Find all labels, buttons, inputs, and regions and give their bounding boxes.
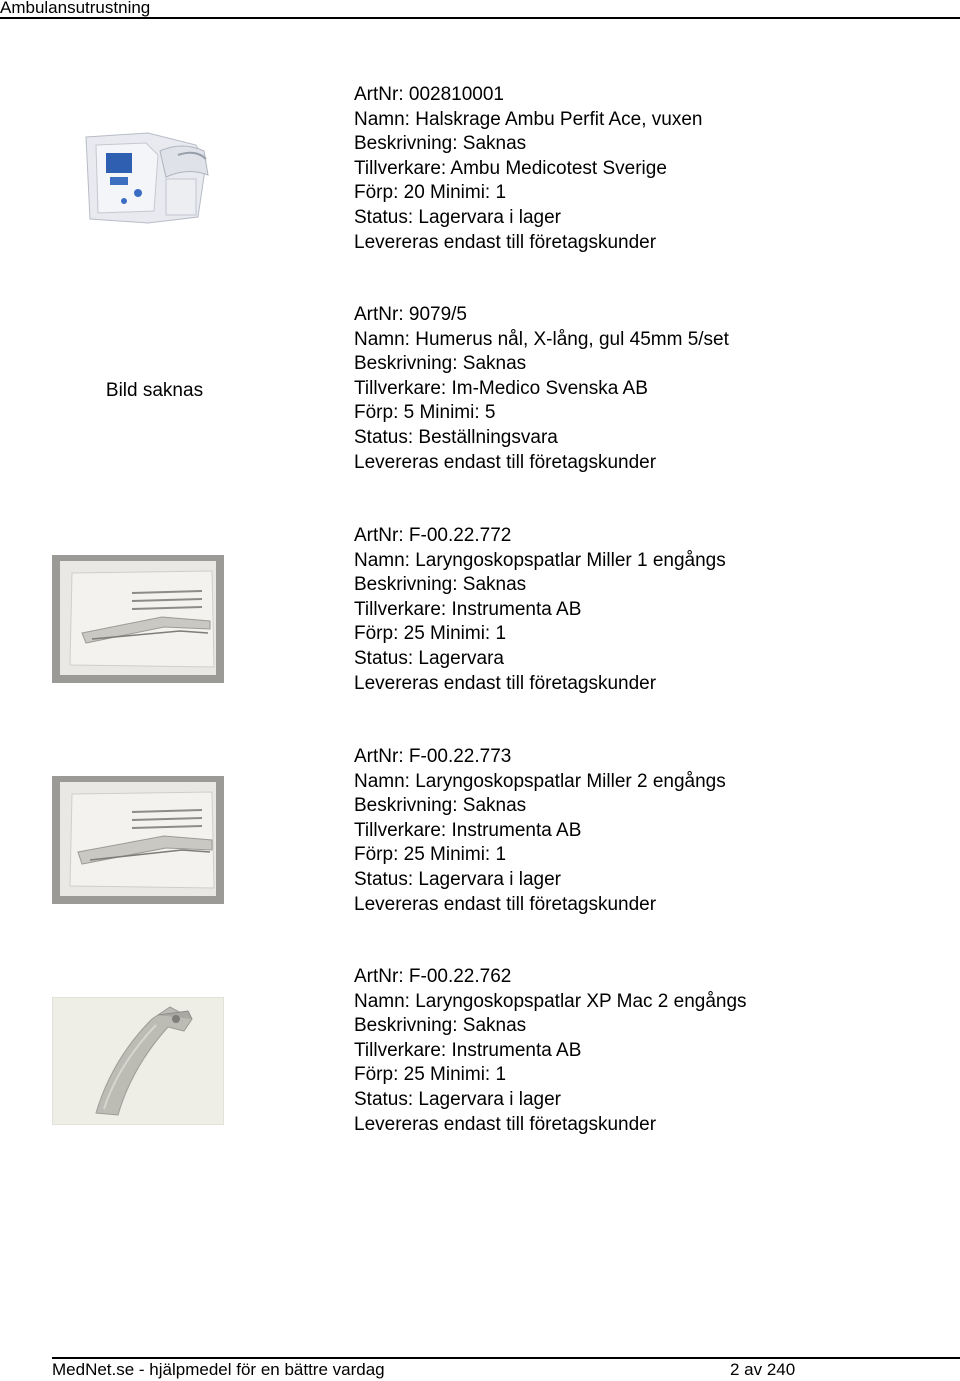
- product-image-miller-2: [52, 776, 224, 904]
- header-title: Ambulansutrustning: [0, 0, 151, 17]
- product-levereras: Levereras endast till företagskunder: [354, 1113, 657, 1135]
- product-namn: Namn: Halskrage Ambu Perfit Ace, vuxen: [354, 108, 703, 130]
- product-levereras: Levereras endast till företagskunder: [354, 893, 657, 915]
- product-forp: Förp: 5 Minimi: 5: [354, 402, 496, 424]
- footer-page-number: 2 av 240: [730, 1360, 796, 1379]
- product-artnr: ArtNr: F-00.22.772: [354, 525, 512, 546]
- product-tillverkare: Tillverkare: Instrumenta AB: [354, 1039, 582, 1061]
- product-entry-5: [354, 965, 934, 1137]
- product-artnr: ArtNr: 002810001: [354, 84, 504, 105]
- product-image-halskrage: [78, 115, 228, 250]
- product-levereras: Levereras endast till företagskunder: [354, 451, 657, 473]
- product-entry-1: [354, 83, 934, 255]
- product-levereras: Levereras endast till företagskunder: [354, 231, 657, 253]
- product-beskrivning: Beskrivning: Saknas: [354, 353, 527, 375]
- footer-site-text: MedNet.se - hjälpmedel för en bättre vardag: [52, 1360, 385, 1379]
- product-beskrivning: Beskrivning: Saknas: [354, 795, 527, 817]
- product-artnr: ArtNr: 9079/5: [354, 304, 467, 325]
- product-entry-2: [354, 303, 934, 475]
- product-status: Status: Lagervara: [354, 647, 504, 669]
- product-namn: Namn: Laryngoskopspatlar Miller 1 engångs: [354, 549, 726, 571]
- product-forp: Förp: 25 Minimi: 1: [354, 844, 507, 866]
- image-missing-label: Bild saknas: [105, 380, 204, 401]
- product-artnr: ArtNr: F-00.22.762: [354, 966, 512, 987]
- product-status: Status: Lagervara i lager: [354, 868, 562, 890]
- product-tillverkare: Tillverkare: Ambu Medicotest Sverige: [354, 157, 667, 179]
- product-namn: Namn: Laryngoskopspatlar Miller 2 engångs: [354, 770, 726, 792]
- product-beskrivning: Beskrivning: Saknas: [354, 133, 527, 155]
- product-namn: Namn: Laryngoskopspatlar XP Mac 2 engångs: [354, 990, 747, 1012]
- page-header: [0, 0, 960, 19]
- product-entry-3: [354, 524, 934, 696]
- product-beskrivning: Beskrivning: Saknas: [354, 1015, 527, 1037]
- product-beskrivning: Beskrivning: Saknas: [354, 574, 527, 596]
- product-status: Status: Beställningsvara: [354, 426, 558, 448]
- product-entry-4: [354, 745, 934, 917]
- product-tillverkare: Tillverkare: Instrumenta AB: [354, 598, 582, 620]
- product-forp: Förp: 20 Minimi: 1: [354, 182, 507, 204]
- product-artnr: ArtNr: F-00.22.773: [354, 746, 512, 767]
- product-levereras: Levereras endast till företagskunder: [354, 672, 657, 694]
- header-rule: [0, 17, 960, 19]
- product-image-mac-2: [52, 997, 224, 1125]
- product-image-miller-1: [52, 555, 224, 683]
- product-forp: Förp: 25 Minimi: 1: [354, 623, 507, 645]
- footer-rule: [52, 1357, 960, 1359]
- product-tillverkare: Tillverkare: Im-Medico Svenska AB: [354, 377, 648, 399]
- product-namn: Namn: Humerus nål, X-lång, gul 45mm 5/set: [354, 328, 729, 350]
- product-tillverkare: Tillverkare: Instrumenta AB: [354, 819, 582, 841]
- product-status: Status: Lagervara i lager: [354, 206, 562, 228]
- product-status: Status: Lagervara i lager: [354, 1088, 562, 1110]
- product-forp: Förp: 25 Minimi: 1: [354, 1064, 507, 1086]
